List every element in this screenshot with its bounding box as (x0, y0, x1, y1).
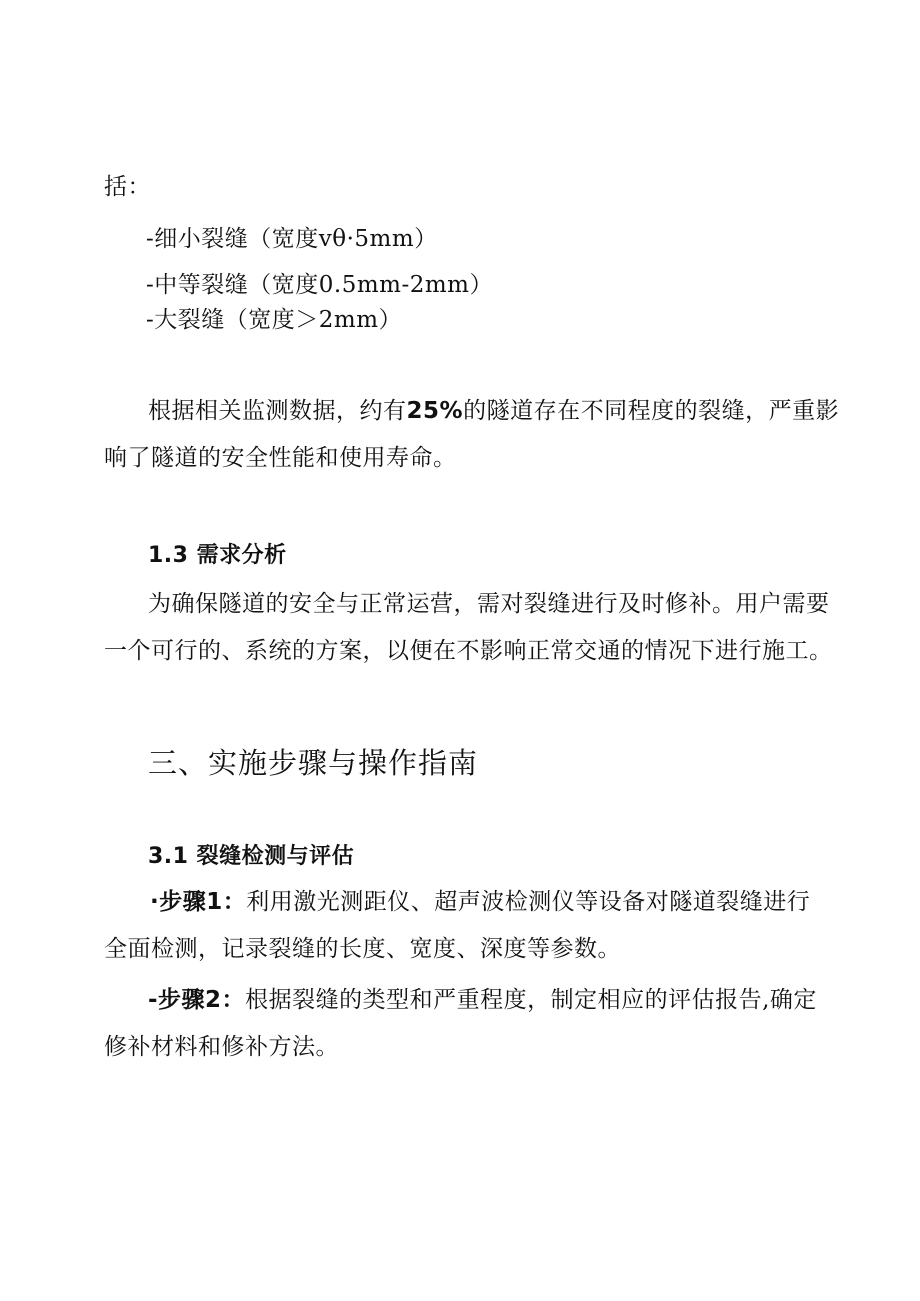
section-1-3-para-line1: 为确保隧道的安全与正常运营，需对裂缝进行及时修补。用户需要 (148, 591, 830, 617)
crack-type-small: -细小裂缝（宽度vθ·5mm） (146, 226, 438, 252)
step1-line2: 全面检测，记录裂缝的长度、宽度、深度等参数。 (104, 936, 621, 962)
crack-type-medium: -中等裂缝（宽度0.5mm-2mm） (146, 272, 493, 298)
section-1-3-heading: 1.3 需求分析 (148, 543, 287, 568)
crack-type-large: -大裂缝（宽度＞2mm） (146, 307, 403, 333)
step2-line2: 修补材料和修补方法。 (104, 1034, 339, 1060)
section-1-3-para-line2: 一个可行的、系统的方案，以便在不影响正常交通的情况下进行施工。 (104, 638, 833, 664)
lead-fragment: 括： (104, 174, 151, 200)
stats-text-pre: 根据相关监测数据，约有 (148, 398, 407, 424)
step2-label: -步骤2： (148, 987, 246, 1013)
step1-text: 利用激光测距仪、超声波检测仪等设备对隧道裂缝进行 (246, 889, 811, 915)
step1-label: ·步骤1： (150, 889, 247, 915)
step1-line1 (150, 887, 810, 917)
stats-paragraph-line2: 响了隧道的安全性能和使用寿命。 (104, 445, 457, 471)
stats-percent: 25% (406, 398, 464, 424)
stats-paragraph-line1 (148, 396, 839, 426)
step2-line1 (148, 985, 817, 1015)
section-3-1-heading: 3.1 裂缝检测与评估 (148, 844, 355, 869)
stats-text-post: 的隧道存在不同程度的裂缝，严重影 (463, 398, 840, 424)
chapter-3-heading: 三、实施步骤与操作指南 (148, 746, 479, 780)
step2-text: 根据裂缝的类型和严重程度，制定相应的评估报告,确定 (245, 987, 817, 1013)
